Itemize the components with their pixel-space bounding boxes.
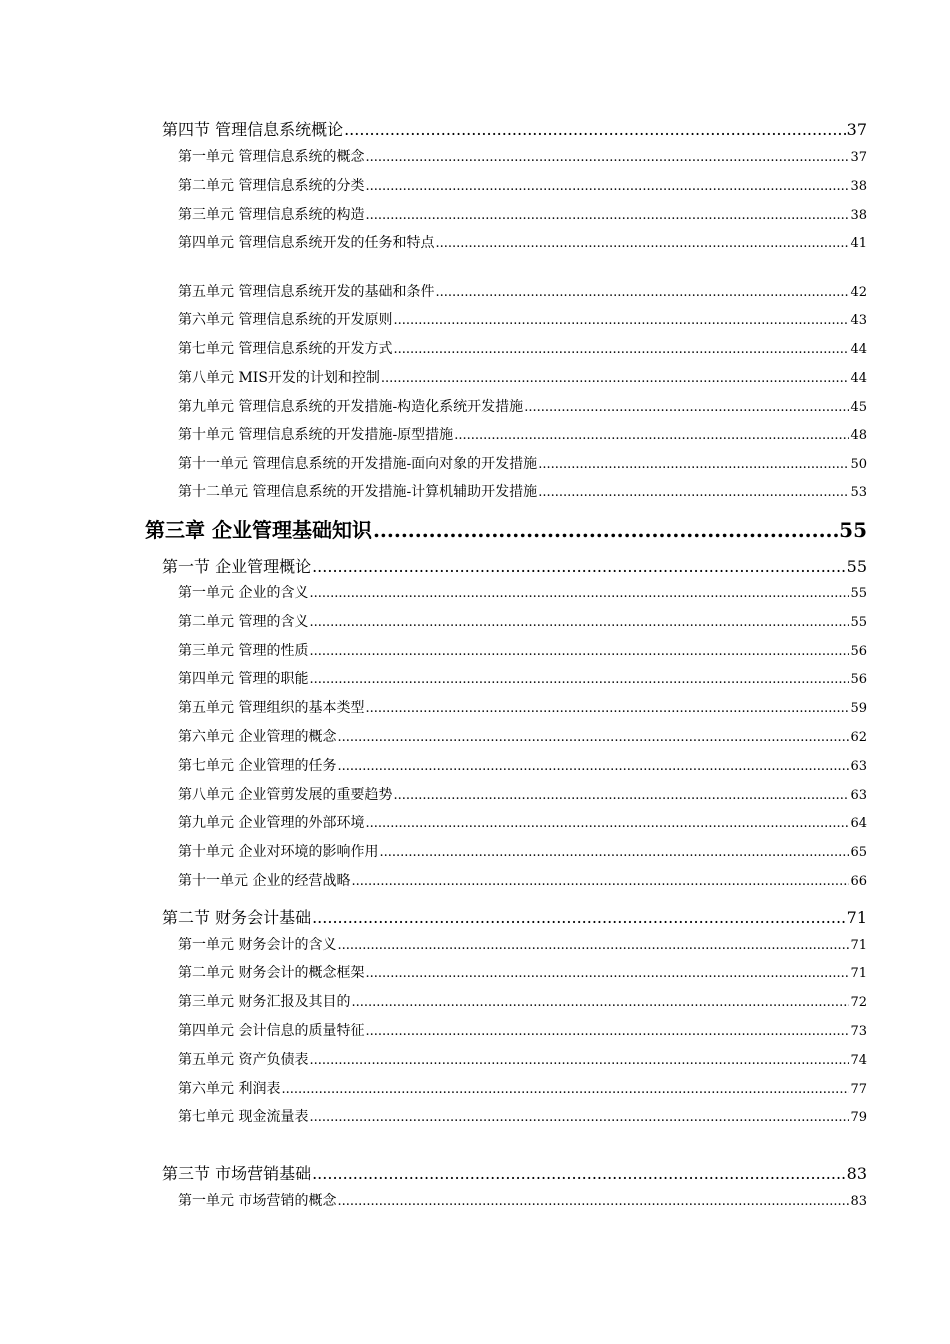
toc-unit-entry[interactable] [178,697,867,717]
toc-page-number: 73 [850,1024,867,1039]
toc-unit-entry[interactable] [178,232,867,252]
toc-leader-dots [365,150,849,165]
toc-unit-entry[interactable] [178,812,867,832]
toc-unit-entry[interactable] [178,453,867,473]
toc-unit-entry[interactable] [178,640,867,660]
toc-section-entry[interactable] [162,1161,867,1184]
toc-page-number: 56 [850,672,867,687]
toc-page-number: 83 [846,1164,867,1183]
toc-leader-dots [312,1164,846,1183]
toc-page-number: 45 [850,400,867,415]
toc-unit-entry[interactable] [178,934,867,954]
toc-leader-dots [365,208,849,223]
toc-label: 第二单元 财务会计的概念框架 [178,965,365,981]
toc-unit-entry[interactable] [178,668,867,688]
toc-page-number: 62 [850,730,867,745]
toc-leader-dots [309,672,849,687]
toc-leader-dots [435,236,849,251]
toc-label: 第五单元 管理组织的基本类型 [178,700,365,716]
toc-unit-entry[interactable] [178,611,867,631]
toc-unit-entry[interactable] [178,1106,867,1126]
toc-page-number: 64 [850,816,867,831]
toc-label: 第十单元 企业对环境的影响作用 [178,844,379,860]
toc-page-number: 71 [846,908,867,927]
toc-page-number: 72 [850,995,867,1010]
toc-label: 第三单元 财务汇报及其目的 [178,994,351,1010]
toc-label: 第四节 管理信息系统概论 [162,120,344,139]
toc-label: 第六单元 利润表 [178,1081,281,1097]
toc-leader-dots [309,644,849,659]
toc-label: 第十二单元 管理信息系统的开发措施-计算机辅助开发措施 [178,484,538,500]
toc-page-number: 55 [850,586,867,601]
toc-unit-entry[interactable] [178,338,867,358]
toc-leader-dots [524,400,849,415]
toc-label: 第六单元 管理信息系统的开发原则 [178,312,393,328]
toc-label: 第二单元 管理的含义 [178,614,309,630]
toc-unit-entry[interactable] [178,309,867,329]
toc-page-number: 71 [850,966,867,981]
toc-label: 第三单元 管理信息系统的构造 [178,207,365,223]
toc-leader-dots [337,938,849,953]
toc-leader-dots [309,1110,849,1125]
toc-unit-entry[interactable] [178,1078,867,1098]
toc-label: 第三单元 管理的性质 [178,643,309,659]
toc-label: 第一单元 企业的含义 [178,585,309,601]
toc-unit-entry[interactable] [178,281,867,301]
toc-leader-dots [344,120,846,139]
toc-label: 第一单元 市场营销的概念 [178,1193,337,1209]
toc-page-number: 37 [846,120,867,139]
toc-page-number: 71 [850,938,867,953]
toc-leader-dots [538,485,849,500]
toc-unit-entry[interactable] [178,582,867,602]
toc-page-number: 77 [850,1082,867,1097]
toc-page-number: 43 [850,313,867,328]
toc-unit-entry[interactable] [178,367,867,387]
toc-leader-dots [309,586,849,601]
toc-label: 第八单元 MIS开发的计划和控制 [178,370,380,386]
toc-unit-entry[interactable] [178,204,867,224]
toc-label: 第六单元 企业管理的概念 [178,729,337,745]
toc-leader-dots [351,874,849,889]
toc-leader-dots [538,457,849,472]
toc-page-number: 48 [850,428,867,443]
toc-page-number: 74 [850,1053,867,1068]
toc-page-number: 56 [850,644,867,659]
toc-unit-entry[interactable] [178,146,867,166]
toc-unit-entry[interactable] [178,784,867,804]
toc-label: 第五单元 资产负债表 [178,1052,309,1068]
toc-page-number: 41 [850,236,867,251]
toc-page-number: 65 [850,845,867,860]
toc-leader-dots [351,995,849,1010]
toc-section-entry[interactable] [162,905,867,928]
toc-label: 第三节 市场营销基础 [162,1164,312,1183]
toc-label: 第五单元 管理信息系统开发的基础和条件 [178,284,435,300]
toc-unit-entry[interactable] [178,424,867,444]
toc-page-number: 63 [850,759,867,774]
toc-leader-dots [365,179,849,194]
toc-unit-entry[interactable] [178,841,867,861]
toc-leader-dots [393,313,849,328]
toc-unit-entry[interactable] [178,755,867,775]
toc-chapter-entry[interactable] [145,514,867,543]
toc-label: 第四单元 会计信息的质量特征 [178,1023,365,1039]
toc-label: 第七单元 管理信息系统的开发方式 [178,341,393,357]
toc-leader-dots [309,615,849,630]
toc-label: 第三章 企业管理基础知识 [145,518,372,542]
toc-page-number: 50 [850,457,867,472]
toc-label: 第七单元 现金流量表 [178,1109,309,1125]
toc-page-number: 55 [850,615,867,630]
toc-leader-dots [454,428,849,443]
toc-leader-dots [365,1024,849,1039]
toc-page-number: 42 [850,285,867,300]
toc-unit-entry[interactable] [178,396,867,416]
toc-leader-dots [312,557,846,576]
toc-label: 第九单元 管理信息系统的开发措施-构造化系统开发措施 [178,399,524,415]
toc-page-number: 44 [850,342,867,357]
toc-section-entry[interactable] [162,117,867,140]
toc-label: 第二单元 管理信息系统的分类 [178,178,365,194]
toc-page-number: 79 [850,1110,867,1125]
toc-leader-dots [393,342,849,357]
toc-unit-entry[interactable] [178,1049,867,1069]
toc-section-entry[interactable] [162,554,867,577]
toc-page-number: 55 [839,518,867,542]
toc-label: 第十一单元 管理信息系统的开发措施-面向对象的开发措施 [178,456,538,472]
toc-leader-dots [435,285,849,300]
toc-leader-dots [337,759,849,774]
toc-label: 第一单元 财务会计的含义 [178,937,337,953]
toc-page-number: 53 [850,485,867,500]
toc-unit-entry[interactable] [178,481,867,501]
toc-label: 第一节 企业管理概论 [162,557,312,576]
toc-page-number: 66 [850,874,867,889]
toc-leader-dots [337,1194,849,1209]
toc-page-number: 44 [850,371,867,386]
toc-unit-entry[interactable] [178,962,867,982]
toc-leader-dots [379,845,849,860]
toc-leader-dots [393,788,849,803]
toc-label: 第十单元 管理信息系统的开发措施-原型措施 [178,427,454,443]
toc-leader-dots [337,730,849,745]
toc-unit-entry[interactable] [178,870,867,890]
toc-leader-dots [281,1082,849,1097]
toc-unit-entry[interactable] [178,175,867,195]
toc-label: 第四单元 管理的职能 [178,671,309,687]
toc-label: 第四单元 管理信息系统开发的任务和特点 [178,235,435,251]
toc-unit-entry[interactable] [178,991,867,1011]
toc-label: 第十一单元 企业的经营战略 [178,873,351,889]
toc-leader-dots [312,908,846,927]
toc-page-number: 37 [850,150,867,165]
toc-leader-dots [381,371,850,386]
toc-leader-dots [365,816,849,831]
toc-label: 第七单元 企业管理的任务 [178,758,337,774]
toc-label: 第一单元 管理信息系统的概念 [178,149,365,165]
toc-unit-entry[interactable] [178,1190,867,1210]
toc-label: 第九单元 企业管理的外部环境 [178,815,365,831]
toc-leader-dots [365,966,849,981]
toc-unit-entry[interactable] [178,726,867,746]
toc-page-number: 55 [846,557,867,576]
toc-page-number: 38 [850,208,867,223]
toc-page-number: 38 [850,179,867,194]
toc-leader-dots [309,1053,849,1068]
toc-unit-entry[interactable] [178,1020,867,1040]
toc-page-number: 59 [850,701,867,716]
toc-label: 第二节 财务会计基础 [162,908,312,927]
toc-page-number: 83 [850,1194,867,1209]
toc-leader-dots [365,701,849,716]
toc-leader-dots [373,518,838,542]
toc-page-number: 63 [850,788,867,803]
toc-label: 第八单元 企业管剪发展的重要趋势 [178,787,393,803]
